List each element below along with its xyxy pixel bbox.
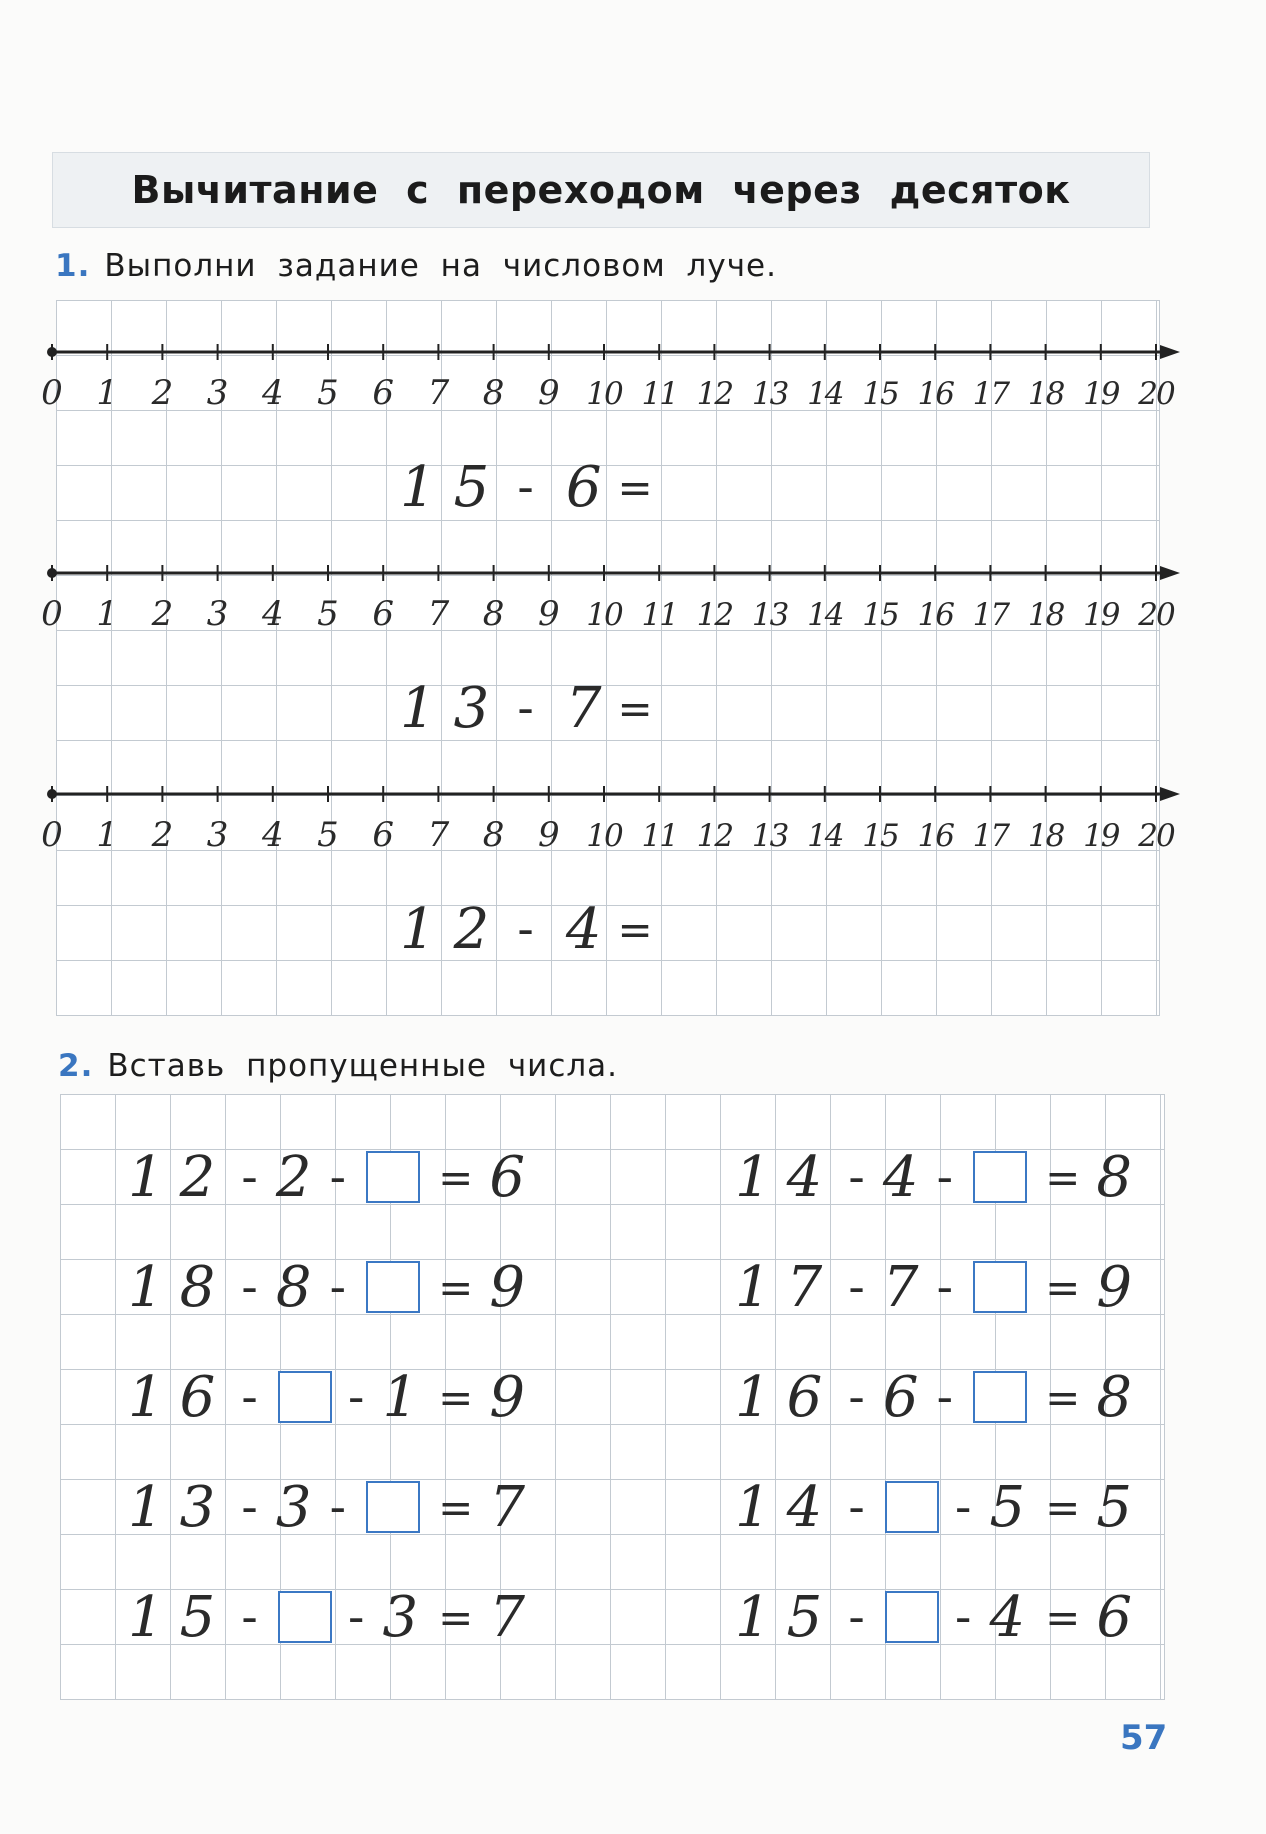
task-2-heading [58, 1048, 618, 1084]
ray-label: 20 [1138, 376, 1174, 412]
ray-label: 9 [537, 815, 560, 855]
ray-label: 10 [586, 597, 622, 633]
result: 7 [489, 1584, 529, 1650]
minuend: 18 [128, 1254, 232, 1320]
equals-sign: = [617, 462, 657, 512]
ray-label: 8 [482, 594, 505, 634]
equals-sign: = [1045, 1262, 1085, 1312]
ray-label: 18 [1027, 818, 1064, 854]
minuend: 15 [735, 1584, 839, 1650]
minus-sign: - [241, 1260, 262, 1314]
result: 9 [489, 1364, 529, 1430]
minus-sign: - [936, 1150, 958, 1204]
minus-sign: - [241, 1150, 262, 1204]
minus-sign: - [329, 1150, 351, 1204]
ray-label: 11 [641, 597, 677, 633]
first-subtrahend: 8 [275, 1254, 316, 1320]
minuend: 14 [735, 1144, 839, 1210]
ray-label: 17 [972, 597, 1009, 633]
ray-label: 6 [372, 594, 395, 634]
minus-sign: - [241, 1370, 262, 1424]
first-subtrahend: 3 [275, 1474, 316, 1540]
ray-label: 16 [917, 597, 953, 633]
equals-sign: = [1045, 1372, 1085, 1422]
task-2-number: 2. [58, 1048, 94, 1084]
ray-label: 4 [261, 373, 284, 413]
ray-label: 2 [151, 594, 174, 634]
ray-label: 9 [537, 373, 560, 413]
task-1-instruction: Выполни задание на числовом луче. [104, 248, 777, 284]
ray-label: 6 [372, 373, 395, 413]
first-subtrahend: 7 [882, 1254, 923, 1320]
equals-sign: = [438, 1592, 478, 1642]
ray-label: 18 [1027, 597, 1064, 633]
minus-sign: - [241, 1590, 262, 1644]
ray-label: 19 [1083, 597, 1119, 633]
minus-sign: - [329, 1260, 351, 1314]
result: 9 [1096, 1254, 1136, 1320]
missing-number-equation [735, 1472, 1136, 1542]
missing-number-equation [735, 1252, 1136, 1322]
missing-number-equation [128, 1582, 529, 1652]
ray-label: 16 [917, 376, 953, 412]
answer-box[interactable] [973, 1371, 1027, 1423]
ray-label: 18 [1027, 376, 1064, 412]
ray-label: 10 [586, 818, 622, 854]
arrow-icon [1160, 787, 1180, 801]
ray-label: 17 [972, 818, 1009, 854]
task-1-number: 1. [55, 248, 91, 284]
ray-label: 15 [862, 818, 898, 854]
ray-label: 1 [96, 815, 119, 855]
ray-label: 5 [317, 373, 339, 413]
answer-box[interactable] [885, 1481, 939, 1533]
minus-sign: - [848, 1260, 869, 1314]
ray-label: 11 [641, 376, 677, 412]
answer-box[interactable] [973, 1151, 1027, 1203]
answer-box[interactable] [366, 1261, 420, 1313]
second-subtrahend: 4 [989, 1584, 1030, 1650]
missing-number-equation [735, 1142, 1136, 1212]
minus-sign: - [848, 1480, 869, 1534]
ray-label: 3 [206, 594, 229, 634]
ray-label: 14 [807, 597, 843, 633]
minus-sign: - [848, 1370, 869, 1424]
ray-equation [400, 894, 669, 964]
ray-label: 19 [1083, 818, 1119, 854]
ray-equation [400, 452, 669, 522]
ray-label: 10 [586, 376, 622, 412]
answer-box[interactable] [366, 1151, 420, 1203]
ray-label: 5 [317, 815, 339, 855]
page-number: 57 [1120, 1718, 1168, 1758]
first-subtrahend: 4 [882, 1144, 923, 1210]
equals-sign: = [438, 1482, 478, 1532]
ray-label: 12 [696, 597, 733, 633]
first-subtrahend: 2 [275, 1144, 316, 1210]
answer-box[interactable] [278, 1371, 332, 1423]
ray-label: 13 [751, 818, 788, 854]
ray-label: 13 [751, 376, 788, 412]
ray-label: 15 [862, 597, 898, 633]
ray-label: 4 [261, 815, 284, 855]
minuend: 12 [400, 896, 508, 962]
minuend: 16 [735, 1364, 839, 1430]
minuend: 15 [128, 1584, 232, 1650]
result: 8 [1096, 1364, 1136, 1430]
minuend: 17 [735, 1254, 839, 1320]
minus-sign: - [241, 1480, 262, 1534]
result: 6 [1096, 1584, 1136, 1650]
ray-label: 0 [41, 594, 63, 634]
minus-sign: - [517, 902, 538, 956]
minus-sign: - [954, 1480, 976, 1534]
minuend: 12 [128, 1144, 232, 1210]
ray-label: 2 [151, 815, 174, 855]
minuend: 16 [128, 1364, 232, 1430]
subtrahend: 6 [565, 454, 606, 520]
ray-label: 9 [537, 594, 560, 634]
ray-equation [400, 673, 669, 743]
subtrahend: 7 [565, 675, 606, 741]
result: 9 [489, 1254, 529, 1320]
equals-sign: = [617, 904, 657, 954]
minuend: 13 [128, 1474, 232, 1540]
answer-box[interactable] [278, 1591, 332, 1643]
minuend: 14 [735, 1474, 839, 1540]
ray-label: 12 [696, 818, 733, 854]
minus-sign: - [848, 1590, 869, 1644]
ray-label: 7 [427, 815, 450, 855]
second-subtrahend: 1 [382, 1364, 423, 1430]
answer-box[interactable] [973, 1261, 1027, 1313]
minus-sign: - [347, 1370, 369, 1424]
ray-label: 4 [261, 594, 284, 634]
missing-number-equation [735, 1582, 1136, 1652]
equals-sign: = [438, 1372, 478, 1422]
ray-label: 3 [206, 815, 229, 855]
ray-label: 13 [751, 597, 788, 633]
ray-label: 1 [96, 373, 119, 413]
second-subtrahend: 5 [989, 1474, 1030, 1540]
minus-sign: - [329, 1480, 351, 1534]
result: 5 [1096, 1474, 1136, 1540]
missing-number-equation [128, 1362, 529, 1432]
minus-sign: - [517, 460, 538, 514]
ray-label: 11 [641, 818, 677, 854]
ray-label: 0 [41, 815, 63, 855]
arrow-icon [1160, 345, 1180, 359]
minuend: 15 [400, 454, 508, 520]
ray-label: 6 [372, 815, 395, 855]
missing-number-equation [128, 1252, 529, 1322]
ray-label: 20 [1138, 818, 1174, 854]
ray-label: 8 [482, 815, 505, 855]
minus-sign: - [848, 1150, 869, 1204]
equals-sign: = [438, 1152, 478, 1202]
equals-sign: = [1045, 1152, 1085, 1202]
ray-label: 7 [427, 373, 450, 413]
ray-label: 7 [427, 594, 450, 634]
ray-label: 3 [206, 373, 229, 413]
answer-box[interactable] [366, 1481, 420, 1533]
ray-label: 17 [972, 376, 1009, 412]
ray-label: 14 [807, 376, 843, 412]
missing-number-equation [128, 1142, 529, 1212]
equals-sign: = [1045, 1592, 1085, 1642]
page-title: Вычитание с переходом через десяток [131, 168, 1071, 212]
task-2-instruction: Вставь пропущенные числа. [107, 1048, 619, 1084]
minuend: 13 [400, 675, 508, 741]
equals-sign: = [617, 683, 657, 733]
minus-sign: - [954, 1590, 976, 1644]
result: 7 [489, 1474, 529, 1540]
first-subtrahend: 6 [882, 1364, 923, 1430]
equals-sign: = [438, 1262, 478, 1312]
minus-sign: - [347, 1590, 369, 1644]
ray-label: 8 [482, 373, 505, 413]
ray-label: 5 [317, 594, 339, 634]
equals-sign: = [1045, 1482, 1085, 1532]
ray-label: 16 [917, 818, 953, 854]
answer-box[interactable] [885, 1591, 939, 1643]
ray-label: 14 [807, 818, 843, 854]
ray-label: 12 [696, 376, 733, 412]
ray-label: 20 [1138, 597, 1174, 633]
result: 6 [489, 1144, 529, 1210]
arrow-icon [1160, 566, 1180, 580]
result: 8 [1096, 1144, 1136, 1210]
ray-label: 15 [862, 376, 898, 412]
ray-label: 2 [151, 373, 174, 413]
second-subtrahend: 3 [382, 1584, 423, 1650]
minus-sign: - [517, 681, 538, 735]
ray-label: 19 [1083, 376, 1119, 412]
missing-number-equation [128, 1472, 529, 1542]
ray-label: 1 [96, 594, 119, 634]
minus-sign: - [936, 1370, 958, 1424]
missing-number-equation [735, 1362, 1136, 1432]
ray-label: 0 [41, 373, 63, 413]
minus-sign: - [936, 1260, 958, 1314]
subtrahend: 4 [565, 896, 606, 962]
